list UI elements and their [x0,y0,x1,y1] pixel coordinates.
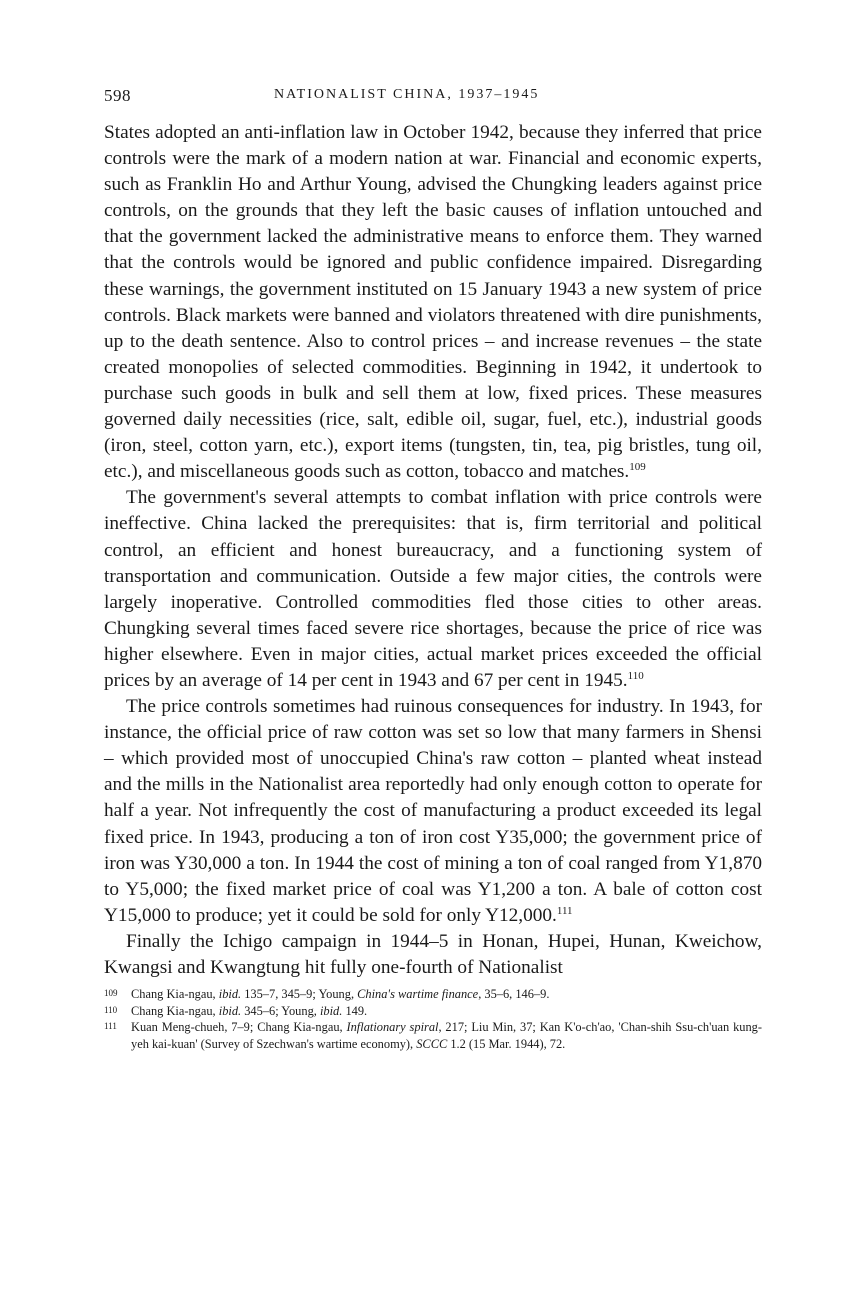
paragraph [104,929,762,981]
footnote-text: Chang Kia-ngau, [131,1003,219,1018]
footnote-text: 1.2 (15 Mar. 1944), 72. [447,1036,566,1051]
footnotes [104,986,762,1052]
paragraph-text: The government's several attempts to combat inflation with price controls were ineffective. China lacked the prerequisites: that is, firm territorial and political control, an efficient and honest bureaucracy, and a functioning system of transportation and communication. Outside a few major cities, the controls were largely inoperative. Controlled commodities fled those cities to other areas. Chungking several times faced severe rice shortages, because the price of rice was higher elsewhere. Even in major cities, actual market prices exceeded the official prices by an average of 14 per cent in 1943 and 67 per cent in 1945. [104,487,762,691]
footnote-reference[interactable]: 111 [556,904,573,917]
paragraph [104,120,762,485]
footnote [104,1003,762,1020]
footnote [104,986,762,1003]
footnote-text: , 217; Liu Min, 37; Kan K'o-ch'ao, 'Chan-shih Ssu-ch'uan kung-yeh kai-kuan' (Survey of Szechwan's wartime economy), [131,1020,762,1051]
footnote-text: Chang Kia-ngau, [131,987,219,1002]
footnote-source-title: Inflationary spiral [346,1020,439,1035]
paragraph [104,694,762,929]
footnote-reference[interactable]: 110 [627,669,644,682]
footnote-number: 109 [104,988,118,999]
footnote-citation: ibid. [319,1003,343,1018]
footnote-citation: ibid. [218,1003,242,1018]
paragraph-text: The price controls sometimes had ruinous consequences for industry. In 1943, for instance, the official price of raw cotton was set so low that many farmers in Shensi – which provided most of unoccupied China's raw cotton – planted wheat instead and the mills in the Nationalist area reportedly had only enough cotton to operate for half a year. Not infrequently the cost of manufacturing a product exceeded its legal fixed price. In 1943, producing a ton of iron cost Y35,000; the government price of iron was Y30,000 a ton. In 1944 the cost of mining a ton of coal ranged from Y1,870 to Y5,000; the fixed market price of coal was Y1,200 a ton. A bale of cotton cost Y15,000 to produce; yet it could be sold for only Y12,000. [104,696,762,926]
footnote-text: 345–6; Young, [241,1003,320,1018]
running-head [104,86,762,112]
page-number: 598 [104,86,131,105]
footnote-text: , 35–6, 146–9. [478,987,550,1002]
footnote-reference[interactable]: 109 [629,461,646,474]
paragraph [104,485,762,694]
paragraph-text: States adopted an anti-inflation law in October 1942, because they inferred that price controls were the mark of a modern nation at war. Financial and economic experts, such as Franklin Ho and Arthur Young, advised the Chungking leaders against price controls, on the grounds that they left the basic causes of inflation untouched and that the government lacked the administrative means to enforce them. They warned that the controls would be ignored and public confidence impaired. Disregarding these warnings, the government instituted on 15 January 1943 a new system of price controls. Black markets were banned and violators threatened with dire punishments, up to the death sentence. Also to control prices – and increase revenues – the state created monopolies of selected commodities. Beginning in 1942, it undertook to purchase such goods in bulk and sell them at low, fixed prices. These measures governed daily necessities (rice, salt, edible oil, sugar, fuel, etc.), industrial goods (iron, steel, cotton yarn, etc.), export items (tungsten, tin, tea, pig bristles, tung oil, etc.), and miscellaneous goods such as cotton, tobacco and matches. [104,122,762,483]
paragraph-text: Finally the Ichigo campaign in 1944–5 in Honan, Hupei, Hunan, Kweichow, Kwangsi and Kwangtung hit fully one-fourth of Nationalist [104,930,762,978]
footnote-text: 149. [342,1003,368,1018]
footnote-text: 135–7, 345–9; Young, [241,987,358,1002]
footnote-citation: ibid. [218,987,242,1002]
footnote [104,1019,762,1052]
footnote-source-title: SCCC [416,1036,448,1051]
footnote-source-title: China's wartime finance [357,987,479,1002]
footnote-number: 111 [104,1021,117,1032]
running-head-title: NATIONALIST CHINA, 1937–1945 [274,87,540,102]
footnote-text: Kuan Meng-chueh, 7–9; Chang Kia-ngau, [131,1020,347,1035]
book-page [104,86,762,1052]
body-text [104,120,762,981]
footnote-number: 110 [104,1004,118,1015]
